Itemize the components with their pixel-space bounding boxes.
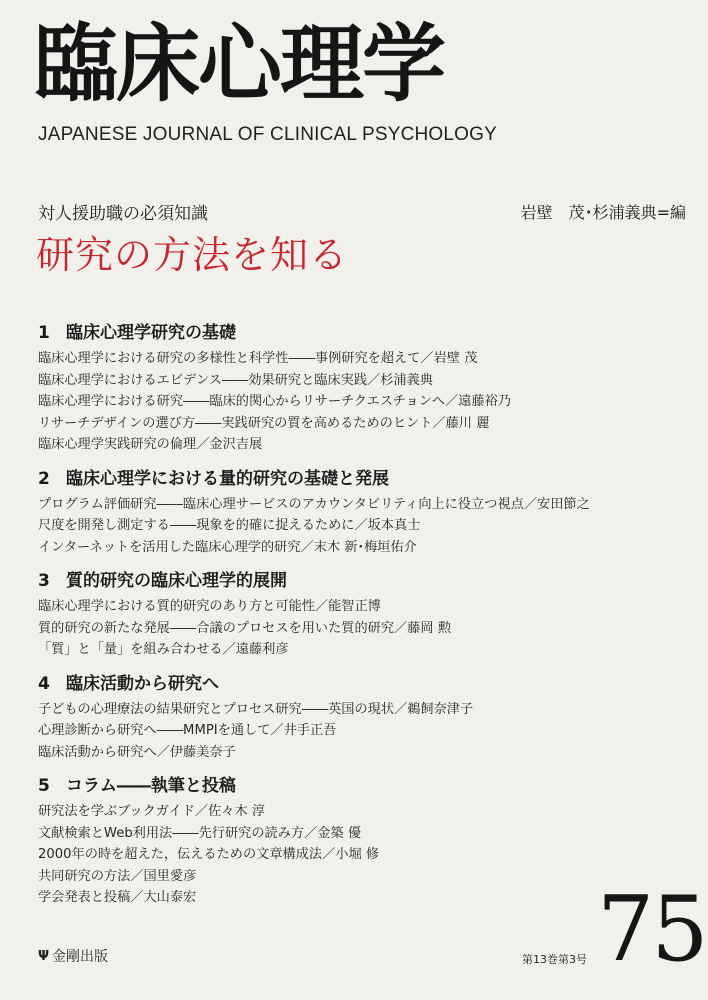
- feature-series: 対人援助職の必須知識: [38, 204, 208, 224]
- journal-title-english: JAPANESE JOURNAL OF CLINICAL PSYCHOLOGY: [38, 124, 497, 145]
- section-number: 2: [38, 468, 50, 489]
- section-title: 臨床活動から研究へ: [66, 673, 219, 694]
- feature-title: 研究の方法を知る: [36, 233, 349, 277]
- toc-entry: プログラム評価研究――臨床心理サービスのアカウンタビリティ向上に役立つ視点／安田節之: [38, 496, 590, 512]
- toc-entry: リサーチデザインの選び方――実践研究の質を高めるためのヒント／藤川 麗: [38, 415, 490, 431]
- toc-entry: 臨床心理学における研究の多様性と科学性――事例研究を超えて／岩壁 茂: [38, 351, 478, 366]
- feature-editors: 岩壁 茂･杉浦義典=編: [520, 203, 686, 222]
- section-number: 3: [38, 571, 50, 591]
- toc-entry: 子どもの心理療法の結果研究とプロセス研究――英国の現状／鵜飼奈津子: [38, 701, 474, 717]
- toc-entry: 2000年の時を超えた，伝えるための文章構成法／小堀 修: [38, 847, 380, 862]
- volume-number: 第13巻第3号: [522, 953, 587, 966]
- toc-entry: 質的研究の新たな発展――合議のプロセスを用いた質的研究／藤岡 勲: [38, 620, 452, 636]
- publisher-logo-icon: Ψ: [38, 948, 50, 964]
- toc-entry: 共同研究の方法／国里愛彦: [38, 868, 197, 884]
- toc-entry: 臨床心理学における研究――臨床的関心からリサーチクエスチョンへ／遠藤裕乃: [38, 394, 512, 409]
- toc-entry: インターネットを活用した臨床心理学的研究／末木 新･梅垣佑介: [38, 539, 417, 555]
- publisher: [38, 946, 108, 966]
- issue-number: 75: [597, 877, 706, 982]
- section-heading: [38, 669, 698, 699]
- toc-entry: 研究法を学ぶブックガイド／佐々木 淳: [38, 804, 266, 819]
- section-title: 臨床心理学における量的研究の基礎と発展: [66, 468, 389, 489]
- toc-entry: 臨床心理学における質的研究のあり方と可能性／能智正博: [38, 599, 381, 614]
- toc-entry: 学会発表と投稿／大山泰宏: [38, 890, 197, 905]
- section-number: 1: [38, 323, 50, 343]
- toc-entry: 臨床心理学におけるエビデンス――効果研究と臨床実践／杉浦義典: [38, 372, 433, 388]
- section-title: 臨床心理学研究の基礎: [66, 323, 236, 343]
- toc-section-1: [38, 318, 698, 456]
- toc-section-2: [38, 464, 698, 559]
- section-title: 質的研究の臨床心理学的展開: [66, 571, 287, 591]
- toc-entry: 文献検索とWeb利用法――先行研究の読み方／金築 優: [38, 825, 362, 841]
- section-number: 5: [38, 776, 50, 796]
- section-heading: [38, 464, 698, 494]
- section-number: 4: [38, 673, 50, 694]
- toc-entry: 臨床心理学実践研究の倫理／金沢吉展: [38, 437, 263, 452]
- toc-entry: 心理診断から研究へ――MMPIを通して／井手正吾: [38, 723, 337, 738]
- toc-section-3: [38, 566, 698, 661]
- table-of-contents: [38, 318, 698, 917]
- toc-entry: 「質」と「量」を組み合わせる／遠藤利彦: [38, 642, 289, 657]
- toc-entry: 臨床活動から研究へ／伊藤美奈子: [38, 744, 236, 760]
- section-heading: [38, 771, 698, 801]
- publisher-name: 金剛出版: [52, 949, 109, 965]
- section-heading: [38, 318, 698, 348]
- toc-entry: 尺度を開発し測定する――現象を的確に捉えるために／坂本真士: [38, 518, 421, 533]
- toc-section-4: [38, 669, 698, 764]
- section-title: コラム――執筆と投稿: [66, 776, 236, 796]
- section-heading: [38, 566, 698, 596]
- journal-title: 臨床心理学: [34, 15, 445, 113]
